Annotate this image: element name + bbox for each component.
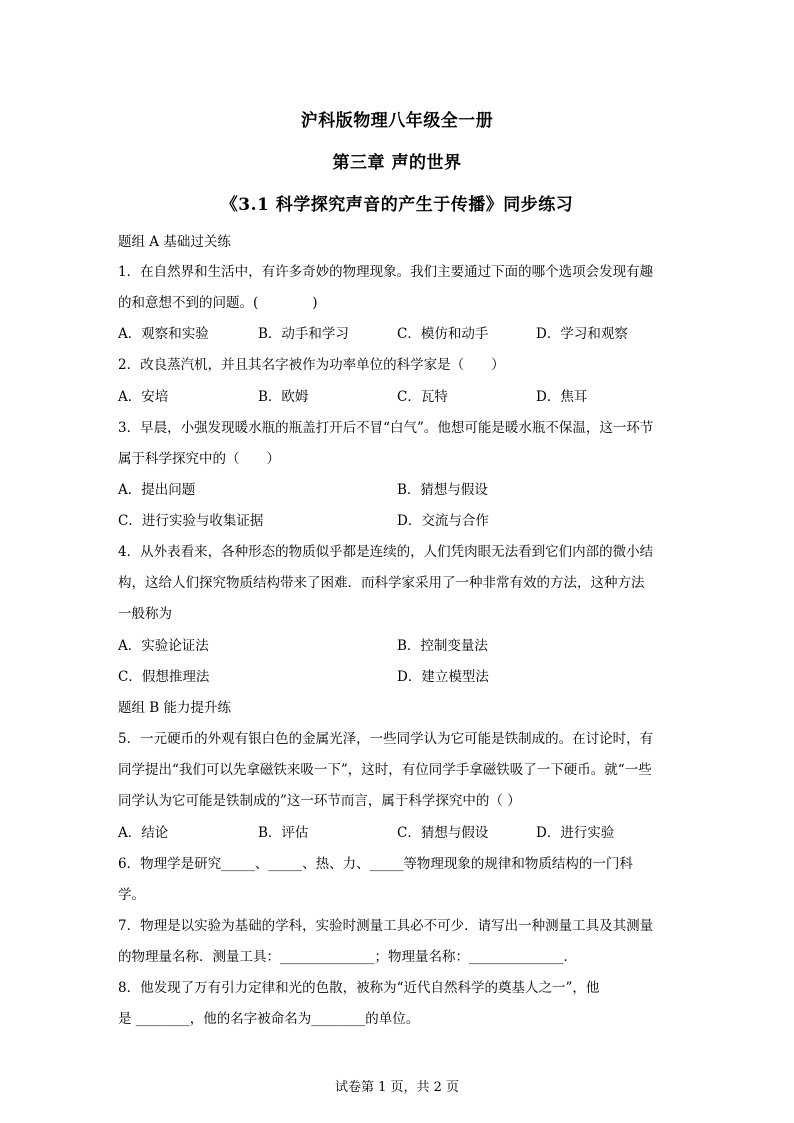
q3-text-line2: 属于科学探究中的（ ）	[118, 451, 280, 467]
q7-text-line1: 7．物理是以实验为基础的学科，实验时测量工具必不可少．请写出一种测量工具及其测量	[118, 918, 654, 934]
chapter-title: 第三章 声的世界	[332, 153, 462, 173]
q7-text-line2: 的物理量名称．测量工具：______________；物理量名称：______________．	[118, 949, 577, 965]
q5-text-line1: 5．一元硬币的外观有银白色的金属光泽，一些同学认为它可能是铁制成的。在讨论时，有	[118, 731, 654, 747]
section-a-heading: 题组 A 基础过关练	[118, 234, 231, 250]
q5-text-line3: 同学认为它可能是铁制成的”这一环节而言，属于科学探究中的（ ）	[118, 793, 521, 809]
q4-text-line2: 构，这给人们探究物质结构带来了困难．而科学家采用了一种非常有效的方法，这种方法	[118, 575, 645, 591]
q4-option-b: B．控制变量法	[397, 638, 488, 654]
q5-option-d: D．进行实验	[536, 825, 615, 841]
q2-option-a: A．安培	[118, 389, 169, 405]
q3-option-d: D．交流与合作	[397, 513, 489, 529]
q4-text-line1: 4．从外表看来，各种形态的物质似乎都是连续的，人们凭肉眼无法看到它们内部的微小结	[118, 544, 654, 560]
q3-option-b: B．猜想与假设	[397, 482, 488, 498]
lesson-title: 《3.1 科学探究声音的产生于传播》同步练习	[220, 195, 574, 215]
page-footer: 试卷第 1 页，共 2 页	[334, 1080, 460, 1095]
q3-option-a: A．提出问题	[118, 482, 196, 498]
q2-text-line1: 2．改良蒸汽机，并且其名字被作为功率单位的科学家是（ ）	[118, 357, 505, 373]
q1-option-d: D．学习和观察	[536, 326, 628, 342]
q2-option-b: B．欧姆	[258, 389, 309, 405]
q4-option-a: A．实验论证法	[118, 638, 209, 654]
q5-option-b: B．评估	[258, 825, 309, 841]
q4-text-line3: 一般称为	[118, 606, 172, 622]
q5-text-line2: 同学提出“我们可以先拿磁铁来吸一下”，这时，有位同学手拿磁铁吸了一下硬币。就“一些	[118, 762, 652, 778]
q8-text-line1: 8．他发现了万有引力定律和光的色散，被称为“近代自然科学的奠基人之一”，他	[118, 980, 600, 996]
q1-text-line1: 1．在自然界和生活中，有许多奇妙的物理现象。我们主要通过下面的哪个选项会发现有趣	[118, 264, 654, 280]
section-b-heading: 题组 B 能力提升练	[118, 700, 232, 716]
q1-option-a: A．观察和实验	[118, 326, 209, 342]
q5-option-a: A．结论	[118, 825, 169, 841]
q5-option-c: C．猜想与假设	[397, 825, 489, 841]
q1-option-b: B．动手和学习	[258, 326, 349, 342]
q8-text-line2: 是 ________，他的名字被命名为________的单位。	[118, 1011, 420, 1027]
q6-text-line1: 6．物理学是研究_____、_____、热、力、_____等物理现象的规律和物质结构的一门科	[118, 856, 633, 872]
q3-option-c: C．进行实验与收集证据	[118, 513, 264, 529]
q6-text-line2: 学。	[118, 887, 145, 903]
q2-option-d: D．焦耳	[536, 389, 588, 405]
q3-text-line1: 3．早晨，小强发现暖水瓶的瓶盖打开后不冒“白气”。他想可能是暖水瓶不保温，这一环节	[118, 420, 654, 436]
q1-text-line2: 的和意想不到的问题。( )	[118, 295, 318, 311]
q2-option-c: C．瓦特	[397, 389, 448, 405]
q1-option-c: C．模仿和动手	[397, 326, 489, 342]
q4-option-d: D．建立模型法	[397, 669, 489, 685]
book-title: 沪科版物理八年级全一册	[300, 111, 494, 131]
q4-option-c: C．假想推理法	[118, 669, 210, 685]
